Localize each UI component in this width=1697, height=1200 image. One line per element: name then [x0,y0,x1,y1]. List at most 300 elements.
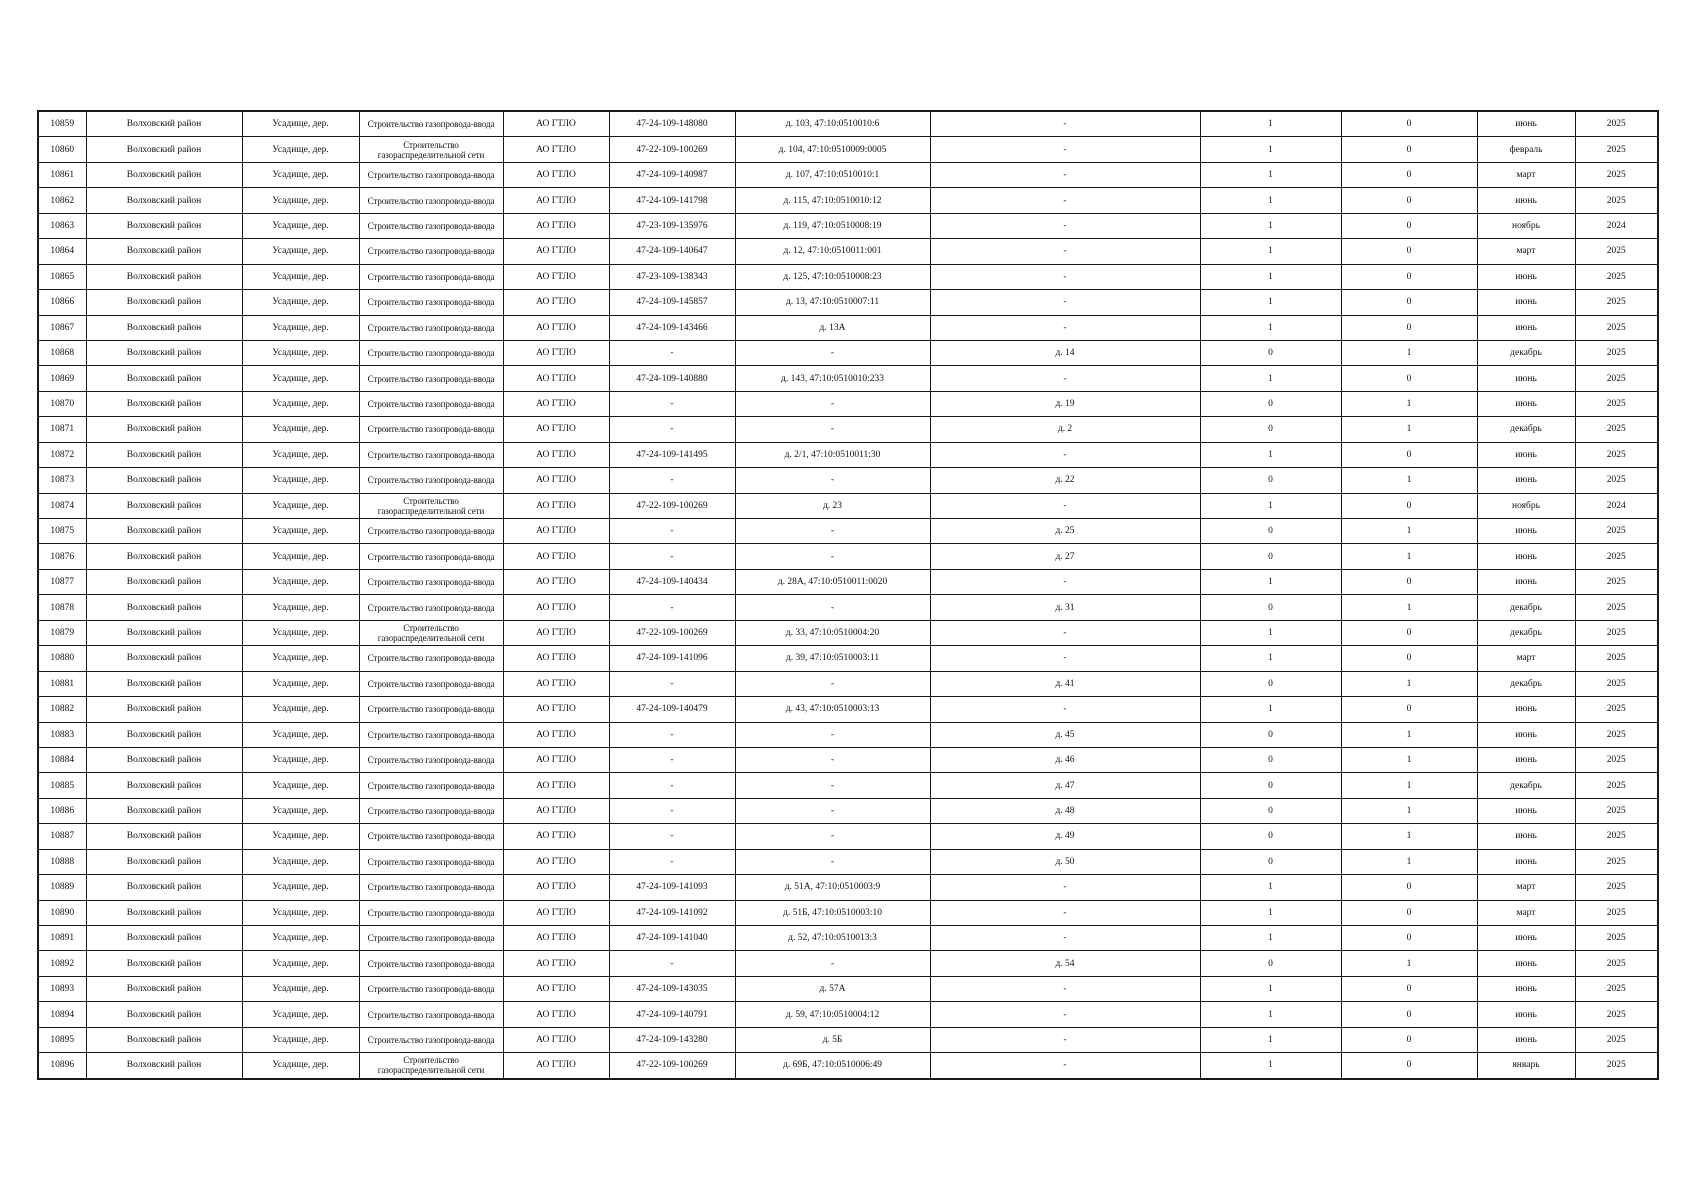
address-cadastral-cell: д. 103, 47:10:0510010:6 [735,111,930,137]
work-type-cell: Строительство газопровода-ввода [359,239,503,264]
contract-number-cell: - [609,417,735,442]
contract-number-cell: 47-24-109-143280 [609,1027,735,1052]
year-cell: 2024 [1575,213,1658,238]
table-row [38,290,1658,315]
address-cell: - [930,264,1200,289]
count-a-cell: 1 [1200,137,1341,162]
year-cell: 2025 [1575,1027,1658,1052]
year-cell: 2025 [1575,340,1658,365]
address-cadastral-cell: - [735,849,930,874]
address-cadastral-cell: д. 59, 47:10:0510004:12 [735,1002,930,1027]
year-cell: 2025 [1575,315,1658,340]
address-cadastral-cell: д. 2/1, 47:10:0510011:30 [735,442,930,467]
settlement-cell: Усадище, дер. [242,213,359,238]
count-a-cell: 0 [1200,391,1341,416]
settlement-cell: Усадище, дер. [242,315,359,340]
row-number-cell: 10895 [38,1027,86,1052]
district-cell: Волховский район [86,671,242,696]
count-a-cell: 1 [1200,646,1341,671]
month-cell: июнь [1477,290,1575,315]
row-number-cell: 10862 [38,188,86,213]
month-cell: декабрь [1477,340,1575,365]
settlement-cell: Усадище, дер. [242,976,359,1001]
contract-number-cell: - [609,595,735,620]
organization-cell: АО ГТЛО [503,391,609,416]
count-b-cell: 0 [1341,900,1477,925]
contract-number-cell: - [609,824,735,849]
work-type-cell: Строительство газопровода-ввода [359,926,503,951]
count-b-cell: 0 [1341,111,1477,137]
table-row [38,773,1658,798]
settlement-cell: Усадище, дер. [242,951,359,976]
count-a-cell: 0 [1200,798,1341,823]
year-cell: 2025 [1575,697,1658,722]
district-cell: Волховский район [86,646,242,671]
table-row [38,366,1658,391]
month-cell: июнь [1477,442,1575,467]
district-cell: Волховский район [86,824,242,849]
district-cell: Волховский район [86,951,242,976]
year-cell: 2025 [1575,569,1658,594]
work-type-cell: Строительство газопровода-ввода [359,697,503,722]
row-number-cell: 10869 [38,366,86,391]
address-cell: д. 48 [930,798,1200,823]
year-cell: 2025 [1575,519,1658,544]
count-a-cell: 1 [1200,976,1341,1001]
organization-cell: АО ГТЛО [503,620,609,645]
count-b-cell: 0 [1341,976,1477,1001]
table-row [38,671,1658,696]
table-row [38,697,1658,722]
address-cadastral-cell: - [735,417,930,442]
district-cell: Волховский район [86,875,242,900]
work-type-cell: Строительство газопровода-ввода [359,417,503,442]
month-cell: июнь [1477,315,1575,340]
count-a-cell: 0 [1200,417,1341,442]
organization-cell: АО ГТЛО [503,824,609,849]
district-cell: Волховский район [86,315,242,340]
contract-number-cell: 47-24-109-140880 [609,366,735,391]
settlement-cell: Усадище, дер. [242,162,359,187]
work-type-cell: Строительство газопровода-ввода [359,468,503,493]
work-type-cell: Строительство газопровода-ввода [359,1027,503,1052]
count-b-cell: 1 [1341,519,1477,544]
settlement-cell: Усадище, дер. [242,340,359,365]
month-cell: июнь [1477,519,1575,544]
settlement-cell: Усадище, дер. [242,798,359,823]
address-cadastral-cell: - [735,951,930,976]
organization-cell: АО ГТЛО [503,468,609,493]
count-b-cell: 1 [1341,824,1477,849]
table-row [38,111,1658,137]
count-a-cell: 0 [1200,519,1341,544]
month-cell: март [1477,646,1575,671]
address-cell: - [930,646,1200,671]
count-b-cell: 0 [1341,646,1477,671]
count-a-cell: 1 [1200,1027,1341,1052]
row-number-cell: 10859 [38,111,86,137]
month-cell: июнь [1477,926,1575,951]
settlement-cell: Усадище, дер. [242,722,359,747]
table-row [38,824,1658,849]
row-number-cell: 10882 [38,697,86,722]
contract-number-cell: 47-24-109-141798 [609,188,735,213]
count-a-cell: 1 [1200,875,1341,900]
organization-cell: АО ГТЛО [503,239,609,264]
table-row [38,620,1658,645]
contract-number-cell: - [609,849,735,874]
table-body [38,111,1658,1079]
table-row [38,519,1658,544]
work-type-cell: Строительство газопровода-ввода [359,442,503,467]
count-a-cell: 1 [1200,900,1341,925]
organization-cell: АО ГТЛО [503,595,609,620]
address-cell: - [930,900,1200,925]
count-b-cell: 1 [1341,417,1477,442]
district-cell: Волховский район [86,366,242,391]
address-cadastral-cell: д. 57А [735,976,930,1001]
district-cell: Волховский район [86,773,242,798]
count-a-cell: 1 [1200,366,1341,391]
table-row [38,722,1658,747]
year-cell: 2025 [1575,111,1658,137]
work-type-cell: Строительство газопровода-ввода [359,391,503,416]
address-cadastral-cell: д. 28А, 47:10:0510011:0020 [735,569,930,594]
address-cell: д. 25 [930,519,1200,544]
contract-number-cell: - [609,519,735,544]
address-cell: - [930,976,1200,1001]
contract-number-cell: 47-24-109-140647 [609,239,735,264]
organization-cell: АО ГТЛО [503,442,609,467]
address-cadastral-cell: д. 104, 47:10:0510009:0005 [735,137,930,162]
work-type-cell: Строительство газопровода-ввода [359,976,503,1001]
year-cell: 2025 [1575,1053,1658,1079]
table-row [38,900,1658,925]
row-number-cell: 10875 [38,519,86,544]
settlement-cell: Усадище, дер. [242,620,359,645]
contract-number-cell: 47-24-109-140791 [609,1002,735,1027]
count-a-cell: 1 [1200,569,1341,594]
contract-number-cell: 47-24-109-140479 [609,697,735,722]
district-cell: Волховский район [86,1002,242,1027]
row-number-cell: 10896 [38,1053,86,1079]
address-cell: - [930,493,1200,518]
count-b-cell: 1 [1341,544,1477,569]
table-row [38,188,1658,213]
row-number-cell: 10870 [38,391,86,416]
district-cell: Волховский район [86,849,242,874]
address-cadastral-cell: - [735,747,930,772]
address-cell: д. 50 [930,849,1200,874]
organization-cell: АО ГТЛО [503,213,609,238]
table-row [38,391,1658,416]
work-type-cell: Строительство газопровода-ввода [359,849,503,874]
settlement-cell: Усадище, дер. [242,366,359,391]
row-number-cell: 10881 [38,671,86,696]
contract-number-cell: - [609,468,735,493]
year-cell: 2025 [1575,137,1658,162]
month-cell: март [1477,900,1575,925]
row-number-cell: 10871 [38,417,86,442]
organization-cell: АО ГТЛО [503,366,609,391]
work-type-cell: Строительство газопровода-ввода [359,264,503,289]
organization-cell: АО ГТЛО [503,976,609,1001]
organization-cell: АО ГТЛО [503,1002,609,1027]
contract-number-cell: 47-24-109-141040 [609,926,735,951]
settlement-cell: Усадище, дер. [242,671,359,696]
count-a-cell: 0 [1200,671,1341,696]
address-cell: д. 2 [930,417,1200,442]
work-type-cell: Строительство газопровода-ввода [359,162,503,187]
year-cell: 2025 [1575,162,1658,187]
address-cell: д. 46 [930,747,1200,772]
gasification-schedule-table [37,110,1659,1080]
table-row [38,1053,1658,1079]
count-b-cell: 1 [1341,747,1477,772]
table-row [38,1027,1658,1052]
count-b-cell: 1 [1341,671,1477,696]
address-cadastral-cell: д. 13А [735,315,930,340]
table-row [38,137,1658,162]
count-b-cell: 0 [1341,1002,1477,1027]
row-number-cell: 10892 [38,951,86,976]
month-cell: ноябрь [1477,493,1575,518]
settlement-cell: Усадище, дер. [242,137,359,162]
address-cadastral-cell: д. 51А, 47:10:0510003:9 [735,875,930,900]
count-a-cell: 1 [1200,1002,1341,1027]
count-a-cell: 0 [1200,747,1341,772]
count-b-cell: 0 [1341,442,1477,467]
row-number-cell: 10860 [38,137,86,162]
row-number-cell: 10883 [38,722,86,747]
address-cell: - [930,137,1200,162]
district-cell: Волховский район [86,519,242,544]
organization-cell: АО ГТЛО [503,646,609,671]
work-type-cell: Строительство газопровода-ввода [359,315,503,340]
settlement-cell: Усадище, дер. [242,1053,359,1079]
address-cadastral-cell: д. 69Б, 47:10:0510006:49 [735,1053,930,1079]
count-b-cell: 1 [1341,340,1477,365]
address-cadastral-cell: - [735,519,930,544]
settlement-cell: Усадище, дер. [242,442,359,467]
year-cell: 2025 [1575,417,1658,442]
address-cadastral-cell: д. 52, 47:10:0510013:3 [735,926,930,951]
district-cell: Волховский район [86,1053,242,1079]
year-cell: 2025 [1575,773,1658,798]
settlement-cell: Усадище, дер. [242,264,359,289]
year-cell: 2025 [1575,264,1658,289]
count-b-cell: 1 [1341,773,1477,798]
address-cadastral-cell: - [735,468,930,493]
row-number-cell: 10861 [38,162,86,187]
district-cell: Волховский район [86,595,242,620]
address-cell: - [930,926,1200,951]
month-cell: декабрь [1477,773,1575,798]
address-cadastral-cell: д. 23 [735,493,930,518]
address-cell: - [930,239,1200,264]
district-cell: Волховский район [86,442,242,467]
month-cell: июнь [1477,1002,1575,1027]
district-cell: Волховский район [86,493,242,518]
count-b-cell: 1 [1341,722,1477,747]
organization-cell: АО ГТЛО [503,671,609,696]
row-number-cell: 10885 [38,773,86,798]
row-number-cell: 10872 [38,442,86,467]
work-type-cell: Строительство газораспределительной сети [359,1053,503,1079]
address-cell: - [930,1027,1200,1052]
organization-cell: АО ГТЛО [503,1053,609,1079]
count-a-cell: 1 [1200,1053,1341,1079]
year-cell: 2025 [1575,1002,1658,1027]
district-cell: Волховский район [86,188,242,213]
count-a-cell: 0 [1200,595,1341,620]
organization-cell: АО ГТЛО [503,111,609,137]
district-cell: Волховский район [86,111,242,137]
organization-cell: АО ГТЛО [503,340,609,365]
month-cell: июнь [1477,391,1575,416]
address-cadastral-cell: д. 39, 47:10:0510003:11 [735,646,930,671]
row-number-cell: 10893 [38,976,86,1001]
count-b-cell: 0 [1341,239,1477,264]
contract-number-cell: 47-24-109-145857 [609,290,735,315]
work-type-cell: Строительство газопровода-ввода [359,773,503,798]
count-b-cell: 1 [1341,798,1477,823]
count-a-cell: 1 [1200,162,1341,187]
year-cell: 2025 [1575,951,1658,976]
address-cell: - [930,366,1200,391]
district-cell: Волховский район [86,468,242,493]
address-cell: д. 49 [930,824,1200,849]
month-cell: июнь [1477,849,1575,874]
contract-number-cell: 47-24-109-143035 [609,976,735,1001]
year-cell: 2025 [1575,849,1658,874]
district-cell: Волховский район [86,569,242,594]
organization-cell: АО ГТЛО [503,1027,609,1052]
work-type-cell: Строительство газопровода-ввода [359,366,503,391]
year-cell: 2025 [1575,544,1658,569]
work-type-cell: Строительство газопровода-ввода [359,798,503,823]
district-cell: Волховский район [86,798,242,823]
organization-cell: АО ГТЛО [503,417,609,442]
count-b-cell: 0 [1341,162,1477,187]
count-a-cell: 1 [1200,188,1341,213]
address-cell: - [930,697,1200,722]
year-cell: 2025 [1575,798,1658,823]
address-cadastral-cell: - [735,722,930,747]
address-cell: д. 14 [930,340,1200,365]
address-cell: - [930,569,1200,594]
district-cell: Волховский район [86,544,242,569]
row-number-cell: 10886 [38,798,86,823]
table-row [38,213,1658,238]
address-cadastral-cell: д. 125, 47:10:0510008:23 [735,264,930,289]
address-cadastral-cell: - [735,544,930,569]
month-cell: февраль [1477,137,1575,162]
address-cell: - [930,875,1200,900]
table-row [38,162,1658,187]
address-cadastral-cell: д. 12, 47:10:0510011:001 [735,239,930,264]
month-cell: март [1477,239,1575,264]
address-cadastral-cell: д. 5Б [735,1027,930,1052]
district-cell: Волховский район [86,926,242,951]
organization-cell: АО ГТЛО [503,722,609,747]
row-number-cell: 10874 [38,493,86,518]
row-number-cell: 10878 [38,595,86,620]
count-a-cell: 0 [1200,340,1341,365]
contract-number-cell: - [609,747,735,772]
count-b-cell: 0 [1341,697,1477,722]
count-a-cell: 1 [1200,264,1341,289]
work-type-cell: Строительство газопровода-ввода [359,951,503,976]
table-row [38,595,1658,620]
year-cell: 2025 [1575,747,1658,772]
contract-number-cell: - [609,340,735,365]
month-cell: июнь [1477,798,1575,823]
district-cell: Волховский район [86,264,242,289]
address-cadastral-cell: д. 33, 47:10:0510004:20 [735,620,930,645]
address-cell: - [930,162,1200,187]
address-cell: д. 31 [930,595,1200,620]
month-cell: июнь [1477,111,1575,137]
table-row [38,798,1658,823]
row-number-cell: 10880 [38,646,86,671]
address-cadastral-cell: д. 43, 47:10:0510003:13 [735,697,930,722]
organization-cell: АО ГТЛО [503,697,609,722]
count-a-cell: 1 [1200,315,1341,340]
district-cell: Волховский район [86,722,242,747]
row-number-cell: 10891 [38,926,86,951]
count-b-cell: 1 [1341,468,1477,493]
count-b-cell: 0 [1341,315,1477,340]
row-number-cell: 10868 [38,340,86,365]
table-row [38,340,1658,365]
month-cell: июнь [1477,1027,1575,1052]
contract-number-cell: 47-23-109-135976 [609,213,735,238]
month-cell: июнь [1477,976,1575,1001]
count-b-cell: 1 [1341,595,1477,620]
row-number-cell: 10894 [38,1002,86,1027]
work-type-cell: Строительство газораспределительной сети [359,493,503,518]
settlement-cell: Усадище, дер. [242,926,359,951]
count-b-cell: 1 [1341,391,1477,416]
count-b-cell: 0 [1341,875,1477,900]
address-cell: - [930,290,1200,315]
work-type-cell: Строительство газопровода-ввода [359,213,503,238]
table-row [38,646,1658,671]
contract-number-cell: - [609,798,735,823]
year-cell: 2025 [1575,722,1658,747]
year-cell: 2025 [1575,824,1658,849]
settlement-cell: Усадище, дер. [242,849,359,874]
count-a-cell: 1 [1200,213,1341,238]
contract-number-cell: - [609,671,735,696]
count-b-cell: 0 [1341,366,1477,391]
table-row [38,493,1658,518]
address-cell: - [930,1002,1200,1027]
month-cell: январь [1477,1053,1575,1079]
count-a-cell: 0 [1200,849,1341,874]
address-cadastral-cell: - [735,671,930,696]
work-type-cell: Строительство газопровода-ввода [359,544,503,569]
settlement-cell: Усадище, дер. [242,824,359,849]
contract-number-cell: - [609,773,735,798]
table-row [38,239,1658,264]
address-cell: д. 27 [930,544,1200,569]
count-b-cell: 0 [1341,569,1477,594]
address-cell: - [930,442,1200,467]
month-cell: декабрь [1477,595,1575,620]
settlement-cell: Усадище, дер. [242,290,359,315]
